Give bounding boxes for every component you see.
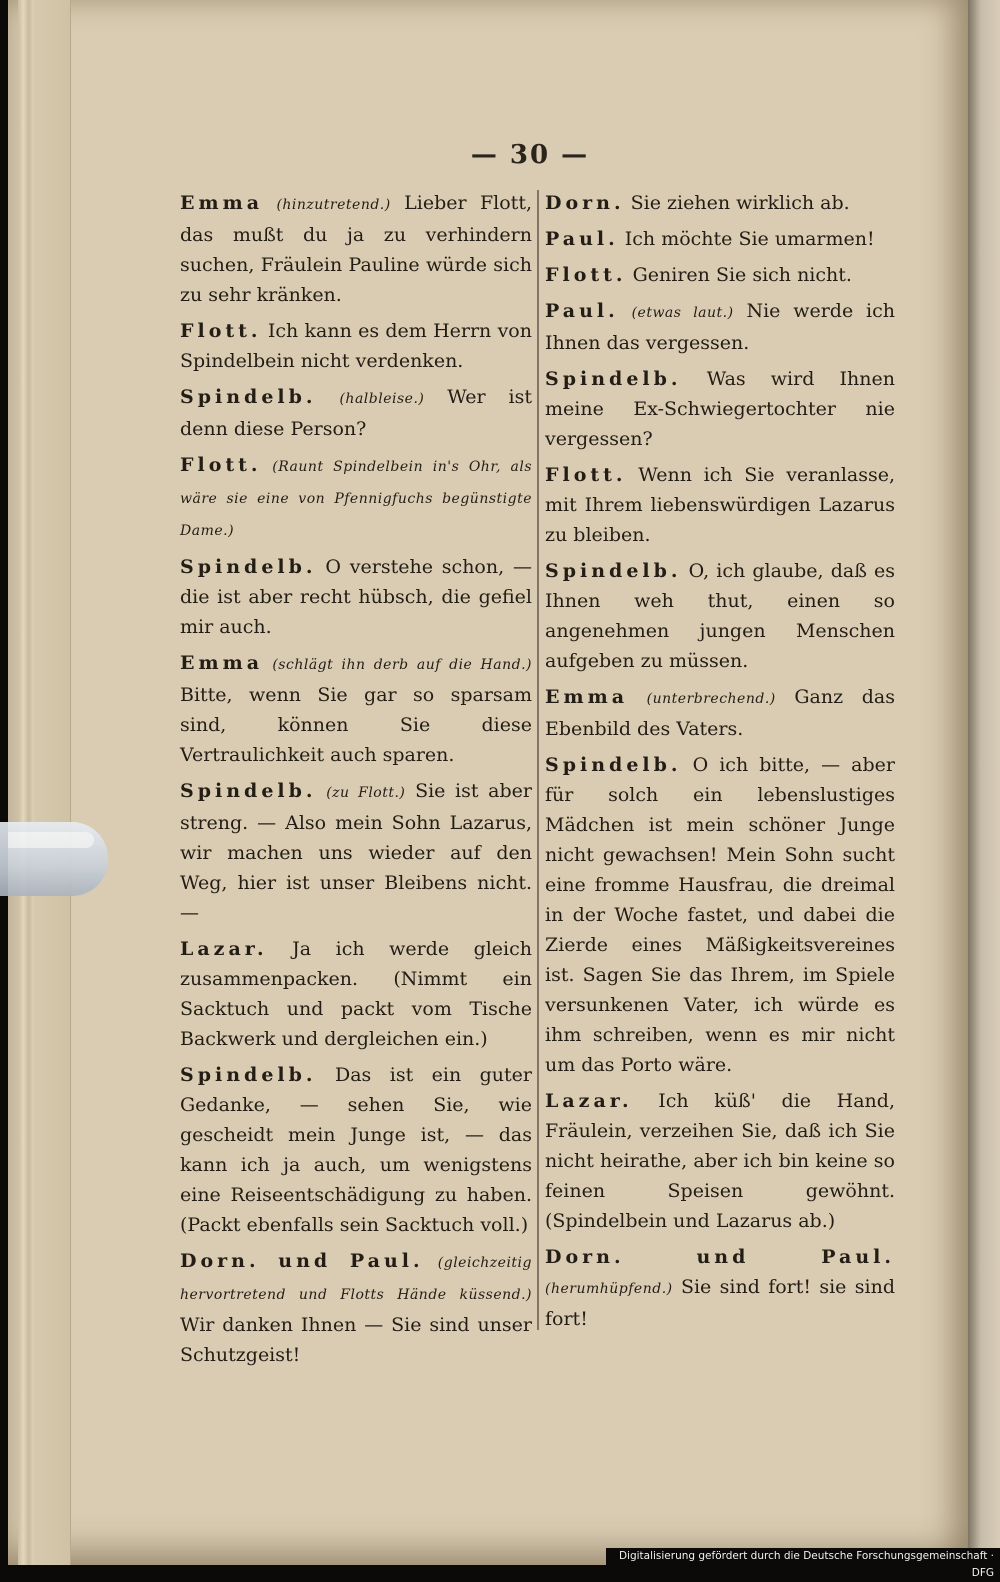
dialogue-text: Ich küß' die Hand, Fräulein, verzeihen Sie, daß ich Sie nicht heirathe, aber ich bin keine so feinen Speisen gewöhnt. (Spindelbein und Lazarus ab.) (545, 1090, 895, 1232)
speaker-name: Emma (545, 686, 629, 708)
page-edge (18, 0, 34, 1565)
speech-paragraph (545, 224, 895, 254)
speaker-name: Paul. (545, 228, 619, 250)
speech-paragraph (180, 188, 532, 310)
right-column (545, 188, 895, 1340)
speaker-name: Spindelb. (180, 556, 317, 578)
left-column (180, 188, 532, 1376)
stage-direction: (schlägt ihn derb auf die Hand.) (272, 657, 533, 673)
binding-edge (968, 0, 1000, 1565)
speaker-name: Spindelb. (545, 560, 682, 582)
speech-paragraph (180, 934, 532, 1054)
speaker-name: Lazar. (180, 938, 268, 960)
speech-paragraph (180, 552, 532, 642)
speech-paragraph (180, 776, 532, 928)
speech-paragraph (180, 450, 532, 546)
dialogue-text: Wer ist denn diese Person? (180, 386, 532, 440)
dialogue-text: Sie sind fort! sie sind fort! (545, 1276, 895, 1330)
speaker-name: Spindelb. (180, 780, 317, 802)
speaker-name: Dorn. (545, 192, 625, 214)
speech-paragraph (545, 460, 895, 550)
stage-direction: (hinzutretend.) (276, 197, 391, 213)
dialogue-text: Bitte, wenn Sie gar so sparsam sind, können Sie diese Vertraulichkeit auch sparen. (180, 684, 532, 766)
speaker-name: Flott. (545, 264, 627, 286)
dialogue-text: O ich bitte, — aber für solch ein lebenslustiges Mädchen ist mein schöner Junge nicht gewachsen! Mein Sohn sucht eine fromme Hausfrau, die dreimal in der Woche fastet, und dabei die Zierde eines Mäßigkeitsvereines ist. Sagen Sie das Ihrem, im Spiele versunkenen Vater, ich würde es ihm schreiben, wenn es mir nicht um das Porto wäre. (545, 754, 895, 1076)
speech-paragraph (180, 1060, 532, 1240)
dialogue-text: Sie ziehen wirklich ab. (630, 192, 850, 214)
dialogue-text: Ja ich werde gleich zusammenpacken. (Nimmt ein Sacktuch und packt vom Tische Backwerk und dergleichen ein.) (180, 938, 533, 1050)
speaker-name: Spindelb. (180, 386, 317, 408)
speech-paragraph (545, 260, 895, 290)
stage-direction: (unterbrechend.) (646, 691, 776, 707)
dialogue-text: Lieber Flott, das mußt du ja zu verhindern suchen, Fräulein Pauline würde sich zu sehr kränken. (180, 192, 532, 306)
column-divider (537, 190, 539, 1330)
speech-paragraph (180, 382, 532, 444)
speech-paragraph (545, 750, 895, 1080)
speaker-name: Dorn. und Paul. (545, 1246, 895, 1268)
speaker-name: Emma (180, 192, 264, 214)
speech-paragraph (545, 556, 895, 676)
speech-paragraph (180, 648, 532, 770)
stage-direction: (halbleise.) (339, 391, 425, 407)
page-margin (34, 0, 71, 1565)
stage-direction: (Raunt Spindelbein in's Ohr, als wäre sie eine von Pfennigfuchs begünstigte Dame.) (180, 459, 533, 539)
stage-direction: (herumhüpfend.) (545, 1281, 673, 1297)
stage-direction: (zu Flott.) (326, 785, 406, 801)
dialogue-text: Wir danken Ihnen — Sie sind unser Schutzgeist! (180, 1314, 532, 1366)
stage-direction: (gleichzeitig hervortretend und Flotts Hände küssend.) (180, 1255, 532, 1303)
speaker-name: Flott. (180, 454, 262, 476)
dialogue-text: Das ist ein guter Gedanke, — sehen Sie, wie gescheidt mein Junge ist, — das kann ich ja auch, um wenigstens eine Reiseentschädigung zu haben. (Packt ebenfalls sein Sacktuch voll.) (180, 1064, 533, 1236)
dialogue-text: O, ich glaube, daß es Ihnen weh thut, einen so angenehmen jungen Menschen aufgeben zu müssen. (545, 560, 895, 672)
speech-paragraph (180, 1246, 532, 1370)
speaker-name: Spindelb. (545, 368, 682, 390)
dialogue-text: Ich möchte Sie umarmen! (624, 228, 875, 250)
speech-paragraph (545, 1242, 895, 1334)
speaker-name: Spindelb. (545, 754, 682, 776)
speaker-name: Flott. (545, 464, 627, 486)
speaker-name: Spindelb. (180, 1064, 317, 1086)
dialogue-text: O verstehe schon, — die ist aber recht hübsch, die gefiel mir auch. (180, 556, 532, 638)
dialogue-text: Ich kann es dem Herrn von Spindelbein nicht verdenken. (180, 320, 532, 372)
speaker-name: Dorn. und Paul. (180, 1250, 424, 1272)
speech-paragraph (545, 296, 895, 358)
dialogue-text: Nie werde ich Ihnen das vergessen. (545, 300, 896, 354)
speaker-name: Lazar. (545, 1090, 633, 1112)
dialogue-text: Wenn ich Sie veranlasse, mit Ihrem liebenswürdigen Lazarus zu bleiben. (545, 464, 896, 546)
paper-clip (0, 822, 108, 896)
speaker-name: Paul. (545, 300, 619, 322)
speech-paragraph (545, 188, 895, 218)
dialogue-text: Ganz das Ebenbild des Vaters. (545, 686, 895, 740)
dialogue-text: Was wird Ihnen meine Ex-Schwiegertochter nie vergessen? (545, 368, 895, 450)
speaker-name: Flott. (180, 320, 262, 342)
dialogue-text: Geniren Sie sich nicht. (632, 264, 852, 286)
speech-paragraph (545, 364, 895, 454)
speech-paragraph (545, 1086, 895, 1236)
stage-direction: (etwas laut.) (631, 305, 734, 321)
footer-credit: Digitalisierung gefördert durch die Deutsche Forschungsgemeinschaft · DFG (606, 1548, 1000, 1565)
speech-paragraph (545, 682, 895, 744)
speech-paragraph (180, 316, 532, 376)
speaker-name: Emma (180, 652, 264, 674)
dialogue-text: Sie ist aber streng. — Also mein Sohn Lazarus, wir machen uns wieder auf den Weg, hier ist unser Bleibens nicht. — (180, 780, 532, 924)
page-number: — 30 — (470, 140, 590, 170)
